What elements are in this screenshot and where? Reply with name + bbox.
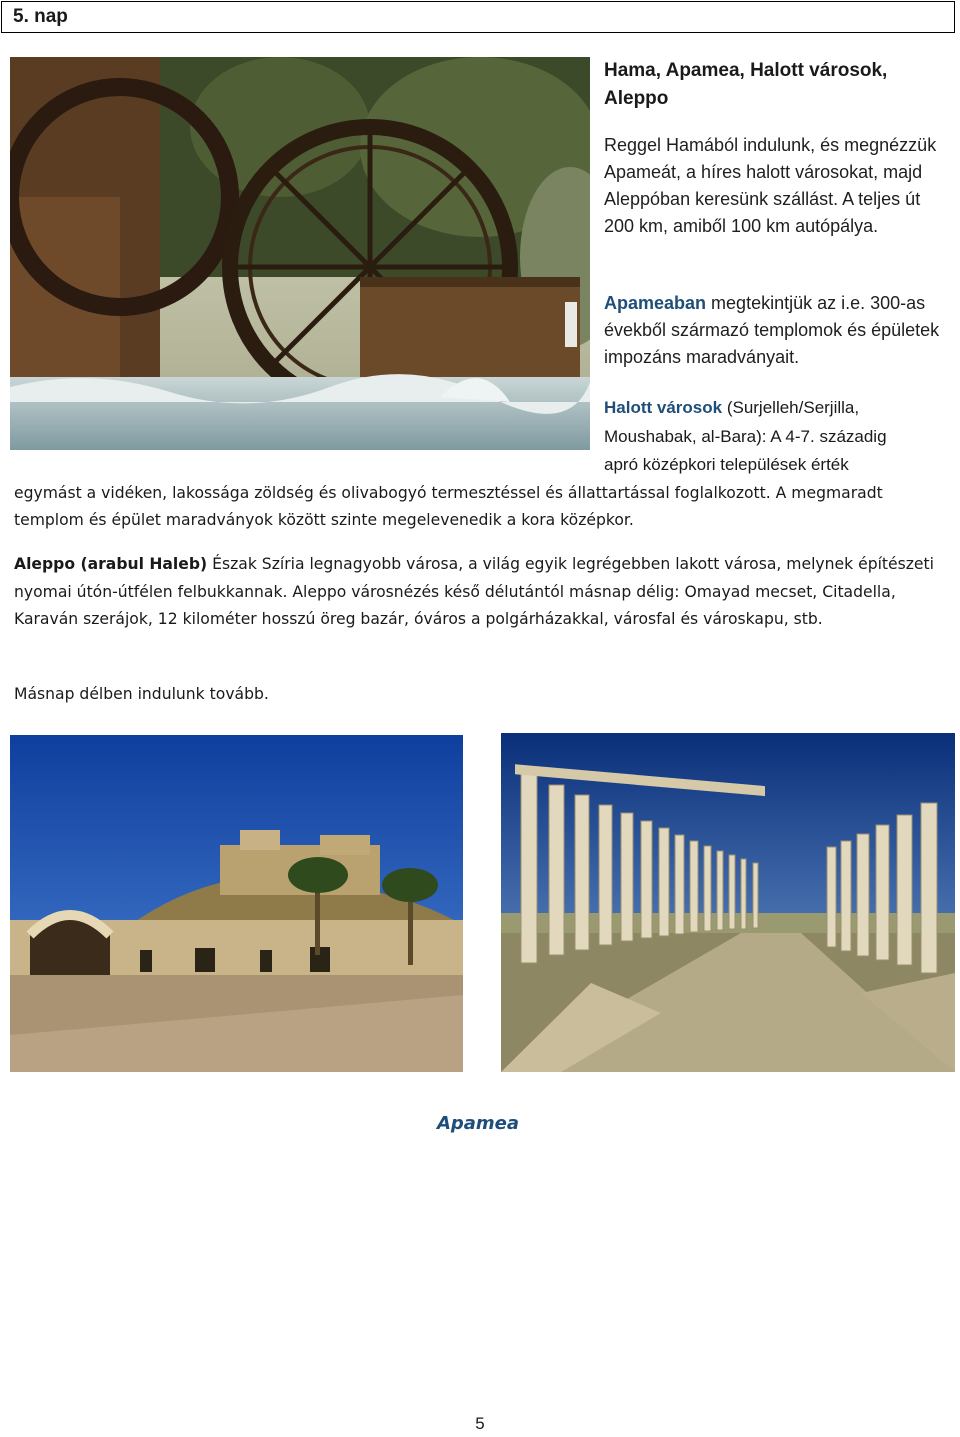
aleppo-text: Észak Szíria legnagyobb városa, a világ egyik legrégebben lakott városa, melynek építészeti nyomai útón-útfélen felbukkannak. Aleppo városnézés késő délutántól másnap délig: Omayad mecset, Citadella, Karaván szerájok, 12 kilométer hosszú öreg bazár, óváros a polgárházakkal, városfal és városkapu, stb. (14, 555, 934, 628)
dead-cities-term: Halott városok (604, 398, 723, 417)
photo-caption: Apamea (436, 1113, 520, 1134)
apamea-photo (501, 733, 955, 1072)
intro-paragraph: Reggel Hamából indulunk, és megnézzük Apameát, a híres halott városokat, majd Aleppóban keresünk szállást. A teljes út 200 km, amiből 100 km autópálya. (604, 135, 937, 236)
apamea-paragraph (604, 290, 949, 371)
aleppo-photo (10, 735, 463, 1072)
next-day-note: Másnap délben indulunk tovább. (14, 685, 269, 703)
dead-cities-rest: egymást a vidéken, lakossága zöldség és olivabogyó termesztéssel és állattartással foglalkozott. A megmaradt templom és épület maradványok között szinte megelevenedik a kora középkor. (14, 483, 883, 529)
dead-cities-paragraph (14, 394, 954, 535)
waterwheel-photo (10, 57, 590, 450)
dead-cities-line3: apró középkori települések érték (604, 455, 849, 474)
dead-cities-line1: (Surjelleh/Serjilla, (722, 398, 860, 417)
aleppo-paragraph (14, 551, 949, 634)
page-number: 5 (475, 1414, 485, 1433)
day-header: 5. nap (1, 1, 955, 33)
aleppo-term: Aleppo (arabul Haleb) (14, 555, 208, 573)
apamea-term: Apameaban (604, 293, 707, 313)
page-title: Hama, Apamea, Halott városok, Aleppo (604, 60, 888, 109)
dead-cities-line2: Moushabak, al-Bara): A 4-7. századig (604, 426, 887, 446)
apamea-text: megtekintjük az i.e. 300-as évekből származó templomok és épületek impozáns maradványait. (604, 293, 940, 367)
